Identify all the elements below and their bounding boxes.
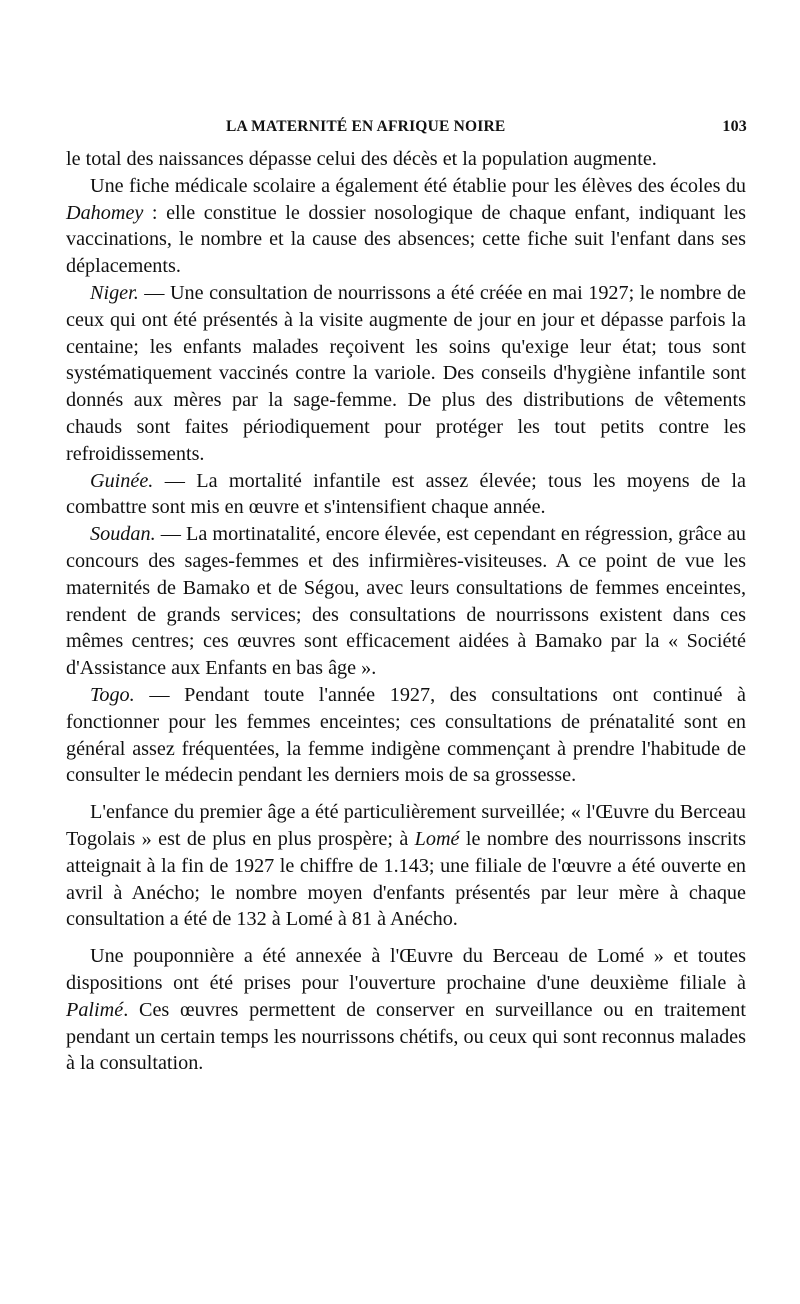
place-name: Lomé [414,827,460,850]
paragraph-text: . Ces œuvres permettent de conserver en surveillance ou en traitement pendant un certain temps les nourrissons chétifs, ou ceux qui sont reconnus malades à la consultation. [66,998,746,1075]
place-name: Palimé [66,998,124,1021]
paragraph-text: — La mortinatalité, encore élevée, est cependant en régression, grâce au concours des sages-femmes et des infirmières-visiteuses. A ce point de vue les maternités de Bamako et de Ségou, avec leurs consultations de femmes enceintes, rendent de grands services; des consultations de nourrissons existent dans ces mêmes centres; ces œuvres sont efficacement aidées à Bamako par la « Société d'Assistance aux Enfants en bas âge ». [66,523,746,680]
paragraph-text: L'enfance du premier âge a été particulièrement surveillée; « l'Œuvre du Berceau Togolais » est de plus en plus prospère; à [66,801,746,850]
paragraph-soudan [66,521,746,682]
paragraph-berceau [66,799,746,933]
section-heading-togo: Togo. [90,683,135,706]
page-number: 103 [722,118,747,135]
running-head [66,112,746,146]
section-heading-guinee: Guinée. [90,469,154,492]
paragraph-dahomey [66,173,746,280]
section-heading-soudan: Soudan. [90,523,156,546]
body-text [66,146,746,1077]
paragraph-text: le total des naissances dépasse celui des décès et la population augmente. [66,148,657,170]
paragraph-text: Une pouponnière a été annexée à l'Œuvre du Berceau de Lomé » et toutes dispositions ont été prises pour l'ouverture prochaine d'une deuxième filiale à [66,945,746,994]
paragraph-guinee [66,468,746,522]
paragraph-text: — La mortalité infantile est assez élevée; tous les moyens de la combattre sont mis en œuvre et s'intensifient chaque année. [66,469,746,519]
paragraph-pouponniere [66,943,746,1077]
book-page [66,112,746,1077]
paragraph-continuation [66,146,746,173]
section-heading-niger: Niger. [90,281,139,304]
paragraph-text: — Pendant toute l'année 1927, des consultations ont continué à fonctionner pour les femmes enceintes; ces consultations de prénatalité sont en général assez fréquentées, la femme indigène commençant à prendre l'habitude de consulter le médecin pendant les derniers mois de sa grossesse. [66,683,746,787]
paragraph-text: : elle constitue le dossier nosologique de chaque enfant, indiquant les vaccinations, le nombre et la cause des absences; cette fiche suit l'enfant dans ses déplacements. [66,201,746,278]
paragraph-text: le nombre des nourrissons inscrits atteignait à la fin de 1927 le chiffre de 1.143; une filiale de l'œuvre a été ouverte en avril à Anécho; le nombre moyen d'enfants présentés par leur mère à chaque consultation a été de 132 à Lomé à 81 à Anécho. [66,827,746,931]
running-title: LA MATERNITÉ EN AFRIQUE NOIRE [226,118,506,135]
place-name: Dahomey [66,201,144,224]
paragraph-togo [66,682,746,789]
paragraph-text: Une fiche médicale scolaire a également été établie pour les élèves des écoles du [90,174,746,197]
paragraph-niger [66,280,746,468]
paragraph-text: — Une consultation de nourrissons a été créée en mai 1927; le nombre de ceux qui ont été présentés à la visite augmente de jour en jour et dépasse parfois la centaine; les enfants malades reçoivent les soins qu'exige leur état; tous sont systématiquement vaccinés contre la variole. Des conseils d'hygiène infantile sont donnés aux mères par la sage-femme. De plus des distributions de vêtements chauds sont faites périodiquement pour protéger les tout petits contre les refroidissements. [66,281,746,465]
